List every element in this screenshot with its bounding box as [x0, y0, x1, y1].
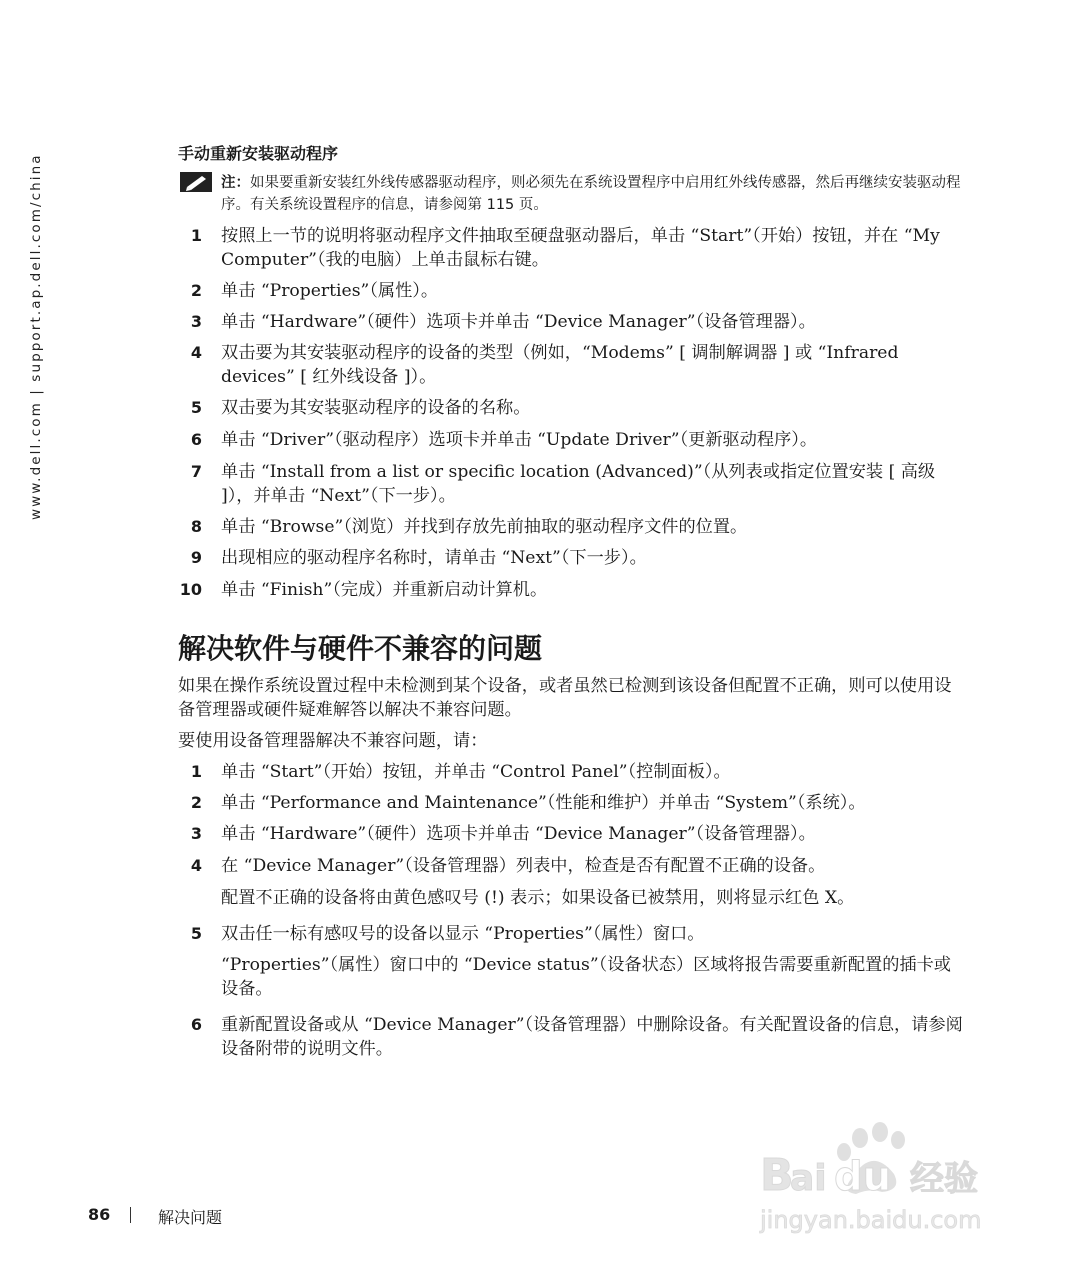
step-number: 2 — [190, 281, 202, 300]
note-body: 如果要重新安装红外线传感器驱动程序，则必须先在系统设置程序中启用红外线传感器，然后再继续安装驱动程序。有关系统设置程序的信息，请参阅第 115 页。 — [221, 175, 961, 213]
intro-paragraph: 如果在操作系统设置过程中未检测到某个设备，或者虽然已检测到该设备但配置不正确，则可以使用设备管理器或硬件疑难解答以解决不兼容问题。 — [178, 676, 952, 720]
step-number: 8 — [190, 517, 202, 536]
step-text: 双击要为其安装驱动程序的设备的类型（例如，“Modems” [ 调制解调器 ] 或 “Infrared devices” [ 红外线设备 ]）。 — [221, 343, 899, 387]
step-text: 单击 “Browse”（浏览）并找到存放先前抽取的驱动程序文件的位置。 — [221, 517, 748, 537]
svg-text:jingyan.baidu.com: jingyan.baidu.com — [760, 1206, 982, 1234]
step-text: 按照上一节的说明将驱动程序文件抽取至硬盘驱动器后，单击 “Start”（开始）按钮，并在 “My Computer”（我的电脑）上单击鼠标右键。 — [221, 226, 940, 270]
step-text: 单击 “Hardware”（硬件）选项卡并单击 “Device Manager”（设备管理器）。 — [221, 824, 816, 844]
side-url: www.dell.com | support.ap.dell.com/china — [28, 153, 44, 520]
baidu-watermark-logo — [752, 1118, 1002, 1238]
lead-paragraph: 要使用设备管理器解决不兼容问题，请： — [178, 731, 488, 751]
step-number: 4 — [190, 343, 202, 362]
step-text: 单击 “Start”（开始）按钮，并单击 “Control Panel”（控制面板）。 — [221, 762, 731, 782]
step-number: 9 — [190, 548, 202, 567]
step-number: 7 — [190, 462, 202, 481]
footer-section-name: 解决问题 — [158, 1208, 223, 1227]
step-text: 单击 “Driver”（驱动程序）选项卡并单击 “Update Driver”（更新驱动程序）。 — [221, 430, 818, 450]
section-title: 手动重新安装驱动程序 — [178, 144, 339, 163]
svg-text:du: du — [834, 1154, 892, 1200]
step-text: 出现相应的驱动程序名称时，请单击 “Next”（下一步）。 — [221, 548, 647, 568]
footer-divider — [130, 1207, 131, 1223]
step-detail: “Properties”（属性）窗口中的 “Device status”（设备状态）区域将报告需要重新配置的插卡或设备。 — [221, 955, 951, 999]
svg-text:B: B — [760, 1150, 794, 1201]
step-number: 1 — [190, 762, 202, 781]
step-number: 5 — [190, 398, 202, 417]
step-detail: 配置不正确的设备将由黄色感叹号 (!) 表示；如果设备已被禁用，则将显示红色 X。 — [221, 888, 855, 908]
step-text: 双击任一标有感叹号的设备以显示 “Properties”（属性）窗口。 — [221, 924, 705, 944]
svg-text:经验: 经验 — [910, 1159, 978, 1199]
step-number: 1 — [190, 226, 202, 245]
step-number: 3 — [190, 312, 202, 331]
step-text: 单击 “Properties”（属性）。 — [221, 281, 439, 301]
page-heading: 解决软件与硬件不兼容的问题 — [178, 632, 543, 665]
step-text: 单击 “Finish”（完成）并重新启动计算机。 — [221, 580, 548, 600]
page-number: 86 — [88, 1205, 111, 1224]
step-number: 2 — [190, 793, 202, 812]
step-text: 单击 “Performance and Maintenance”（性能和维护）并单击 “System”（系统）。 — [221, 793, 866, 813]
step-number: 5 — [190, 924, 202, 943]
svg-text:ai: ai — [790, 1158, 827, 1199]
note-label: 注： — [221, 175, 250, 191]
step-number: 4 — [190, 856, 202, 875]
step-number: 3 — [190, 824, 202, 843]
step-text: 在 “Device Manager”（设备管理器）列表中，检查是否有配置不正确的设备。 — [221, 856, 826, 876]
step-text: 双击要为其安装驱动程序的设备的名称。 — [221, 398, 531, 418]
step-number: 6 — [190, 430, 202, 449]
step-number: 10 — [179, 580, 202, 599]
step-text: 单击 “Hardware”（硬件）选项卡并单击 “Device Manager”（设备管理器）。 — [221, 312, 816, 332]
step-text: 重新配置设备或从 “Device Manager”（设备管理器）中删除设备。有关配置设备的信息，请参阅设备附带的说明文件。 — [221, 1015, 963, 1059]
step-number: 6 — [190, 1015, 202, 1034]
pencil-note-icon — [180, 172, 212, 192]
note-text — [221, 172, 961, 216]
step-text: 单击 “Install from a list or specific location (Advanced)”（从列表或指定位置安装 [ 高级 ]），并单击 “Next”（下一步）。 — [221, 462, 936, 506]
